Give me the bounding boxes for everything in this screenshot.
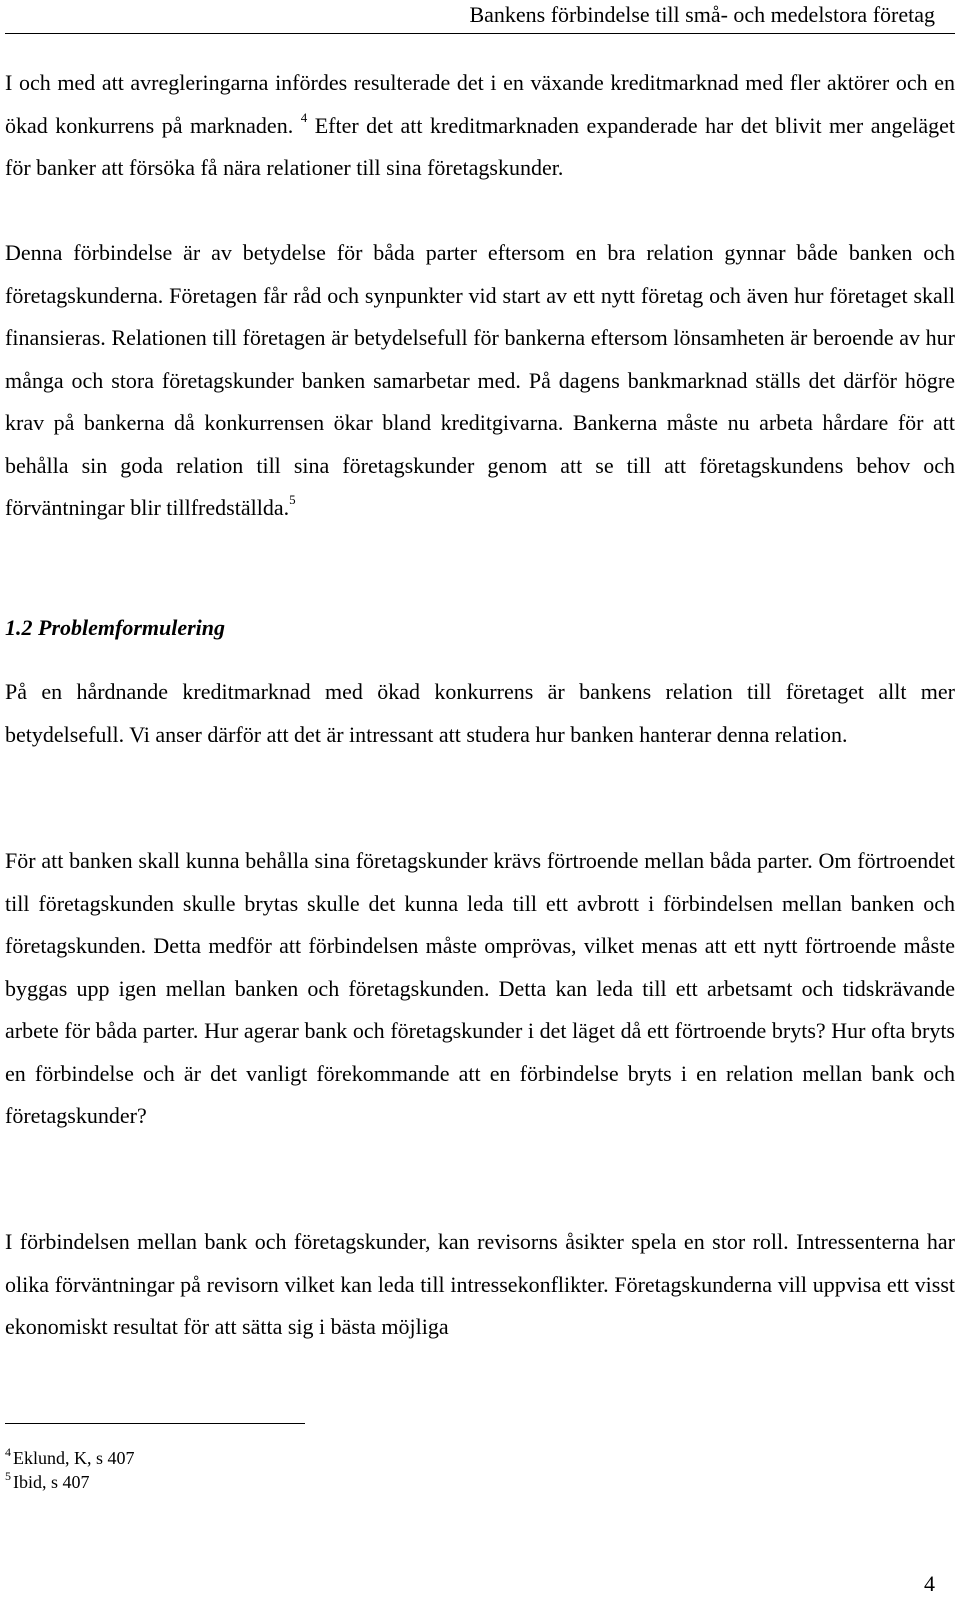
paragraph-deregulation [5,62,955,190]
paragraph-text: För att banken skall kunna behålla sina företagskunder krävs förtroende mellan båda parter. Om förtroendet till företagskunden skulle brytas skulle det kunna leda till ett avbrott i förbindelsen mellan banken och företagskunden. Detta medför att förbindelsen måste omprövas, vilket menas att ett nytt förtroende måste byggas upp igen mellan banken och företagskunden. Detta kan leda till ett arbetsamt och tidskrävande arbete för båda parter. Hur agerar bank och företagskunder i det läget då ett förtroende bryts? Hur ofta bryts en förbindelse och är det vanligt förekommande att en förbindelse bryts i en relation mellan bank och företagskunder? [5,848,955,1128]
footnote-number: 4 [5,1445,11,1459]
paragraph-text: I och med att avregleringarna infördes resulterade det i en växande kreditmarknad med fler aktörer och en ökad konkurrens på marknaden. [5,70,955,138]
paragraph-relationship [5,232,955,530]
paragraph-problem [5,671,955,756]
footnote-text: Ibid, s 407 [13,1472,90,1492]
paragraph-text: I förbindelsen mellan bank och företagskunder, kan revisorns åsikter spela en stor roll. Intressenterna har olika förväntningar på revisorn vilket kan leda till intressekonflikter. Företagskunderna vill uppvisa ett visst ekonomiskt resultat för att sätta sig i bästa möjliga [5,1229,955,1339]
footnote-item [5,1446,135,1470]
paragraph-auditor [5,1221,955,1349]
paragraph-text: På en hårdnande kreditmarknad med ökad konkurrens är bankens relation till företaget allt mer betydelsefull. Vi anser därför att det är intressant att studera hur banken hanterar denna relation. [5,679,955,747]
footnote-item [5,1470,135,1494]
footnotes [5,1446,135,1494]
footnote-reference: 5 [289,492,296,507]
running-header: Bankens förbindelse till små- och medelstora företag [469,2,935,27]
page-number: 4 [924,1571,935,1596]
paragraph-text: Denna förbindelse är av betydelse för båda parter eftersom en bra relation gynnar både banken och företagskunderna. Företagen får råd och synpunkter vid start av ett nytt företag och även hur företaget skall finansieras. Relationen till företagen är betydelsefull för bankerna eftersom lönsamheten är beroende av hur många och stora företagskunder banken samarbetar med. På dagens bankmarknad ställs det därför högre krav på bankerna då konkurrensen ökar bland kreditgivarna. Bankerna måste nu arbeta hårdare för att behålla sin goda relation till sina företagskunder genom att se till att företagskundens behov och förväntningar blir tillfredställda. [5,240,955,520]
footnote-reference: 4 [300,109,308,125]
footnote-number: 5 [5,1469,11,1483]
header-rule [5,33,955,34]
paragraph-text: Efter det att kreditmarknaden expanderade har det blivit mer angeläget för banker att försöka få nära relationer till sina företagskunder. [5,112,956,180]
paragraph-trust [5,840,955,1138]
footnote-separator [5,1423,305,1424]
section-heading: 1.2 Problemformulering [5,615,226,640]
footnote-text: Eklund, K, s 407 [13,1448,135,1468]
